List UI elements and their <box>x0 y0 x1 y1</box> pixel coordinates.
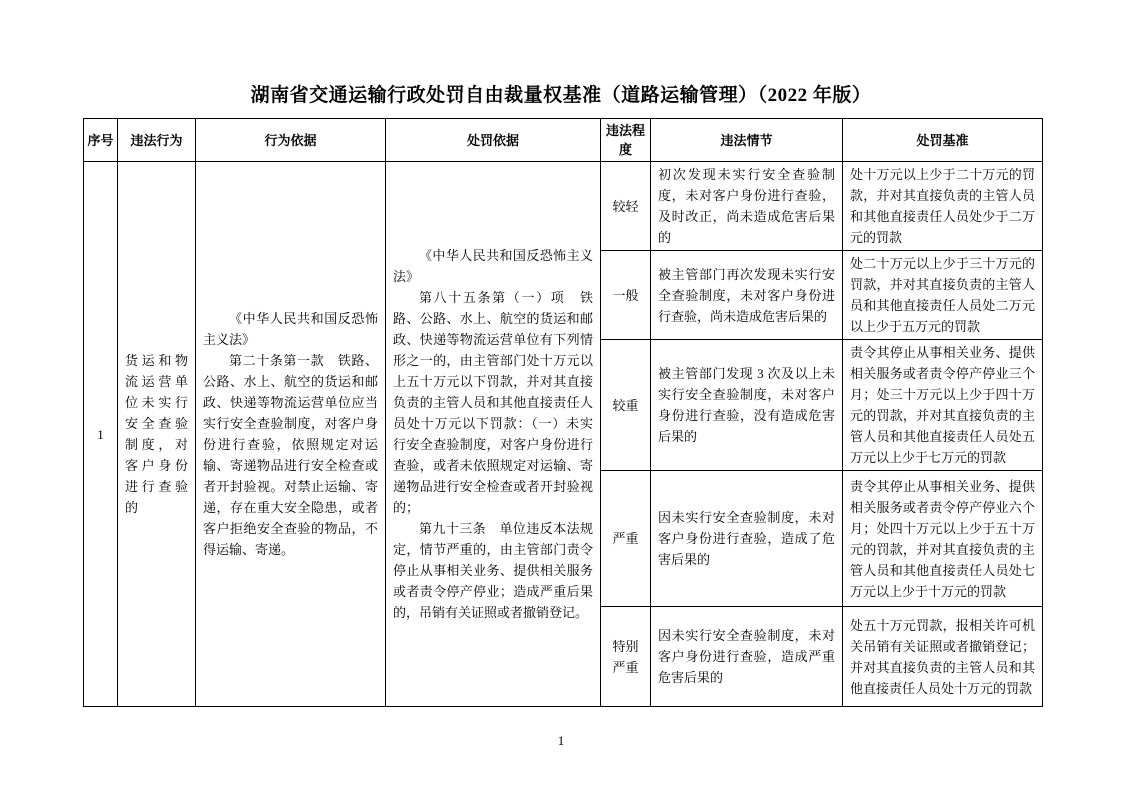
violation-circumstances-cell: 被主管部门再次发现未实行安全查验制度，未对客户身份进行查验，尚未造成危害后果的 <box>651 251 843 340</box>
penalty-standard-cell: 处五十万元罚款，报相关许可机关吊销有关证照或者撤销登记；并对其直接负责的主管人员和其他直接责任人员处十万元的罚款 <box>843 607 1043 707</box>
col-header-penalty-basis: 处罚依据 <box>386 119 601 162</box>
behavior-basis-cell <box>196 162 386 707</box>
penalty-basis-cell <box>386 162 601 707</box>
penalty-basis-paragraph: 第八十五条第（一）项 铁路、公路、水上、航空的货运和邮政、快递等物流运营单位有下列情形之一的，由主管部门处十万元以上五十万元以下罚款，并对其直接负责的主管人员和其他直接责任人员处十万元以下罚款：（一）未实行安全查验制度，对客户身份进行查验，或者未依照规定对运输、寄递物品进行安全检查或者开封验视的； <box>393 290 593 515</box>
table-row <box>84 162 1043 251</box>
violation-circumstances-cell: 被主管部门发现 3 次及以上未实行安全查验制度，未对客户身份进行查验，没有造成危害后果的 <box>651 340 843 471</box>
violation-circumstances-cell: 因未实行安全查验制度，未对客户身份进行查验，造成了危害后果的 <box>651 471 843 607</box>
col-header-behavior-basis: 行为依据 <box>196 119 386 162</box>
violation-degree-cell: 严重 <box>601 471 651 607</box>
violation-degree-cell: 特别严重 <box>601 607 651 707</box>
col-header-illegal-behavior: 违法行为 <box>118 119 196 162</box>
serial-number-cell: 1 <box>84 162 118 707</box>
penalty-basis-paragraph: 第九十三条 单位违反本法规定，情节严重的，由主管部门责令停止从事相关业务、提供相关服务或者责令停产停业；造成严重后果的，吊销有关证照或者撤销登记。 <box>393 521 593 620</box>
table-header-row <box>84 119 1043 162</box>
violation-degree-cell: 一般 <box>601 251 651 340</box>
violation-circumstances-cell: 因未实行安全查验制度，未对客户身份进行查验，造成严重危害后果的 <box>651 607 843 707</box>
col-header-serial-number: 序号 <box>84 119 118 162</box>
illegal-behavior-cell: 货运和物流运营单位未实行安全查验制度，对客户身份进行查验的 <box>118 162 196 707</box>
violation-degree-cell: 较轻 <box>601 162 651 251</box>
col-header-violation-degree: 违法程度 <box>601 119 651 162</box>
penalty-standard-cell: 处二十万元以上少于三十万元的罚款，并对其直接负责的主管人员和其他直接责任人员处二万元以上少于五万元的罚款 <box>843 251 1043 340</box>
behavior-basis-paragraph: 《中华人民共和国反恐怖主义法》 <box>203 311 378 347</box>
penalty-basis-paragraph: 《中华人民共和国反恐怖主义法》 <box>393 248 593 284</box>
penalty-standard-cell: 责令其停止从事相关业务、提供相关服务或者责令停产停业三个月；处三十万元以上少于四十万元的罚款，并对其直接负责的主管人员和其他直接责任人员处五万元以上少于七万元的罚款 <box>843 340 1043 471</box>
col-header-violation-circumstances: 违法情节 <box>651 119 843 162</box>
page-title: 湖南省交通运输行政处罚自由裁量权基准（道路运输管理）（2022 年版） <box>250 85 872 106</box>
violation-degree-cell: 较重 <box>601 340 651 471</box>
violation-circumstances-cell: 初次发现未实行安全查验制度，未对客户身份进行查验，及时改正，尚未造成危害后果的 <box>651 162 843 251</box>
penalty-standard-cell: 责令其停止从事相关业务、提供相关服务或者责令停产停业六个月；处四十万元以上少于五十万元的罚款，并对其直接负责的主管人员和其他直接责任人员处七万元以上少于十万元的罚款 <box>843 471 1043 607</box>
penalty-discretion-table <box>83 118 1043 707</box>
col-header-penalty-standard: 处罚基准 <box>843 119 1043 162</box>
page-number: 1 <box>557 733 565 748</box>
behavior-basis-paragraph: 第二十条第一款 铁路、公路、水上、航空的货运和邮政、快递等物流运营单位应当实行安全查验制度，对客户身份进行查验，依照规定对运输、寄递物品进行安全检查或者开封验视。对禁止运输、寄递，存在重大安全隐患，或者客户拒绝安全查验的物品，不得运输、寄递。 <box>203 353 378 557</box>
penalty-standard-cell: 处十万元以上少于二十万元的罚款，并对其直接负责的主管人员和其他直接责任人员处少于二万元的罚款 <box>843 162 1043 251</box>
